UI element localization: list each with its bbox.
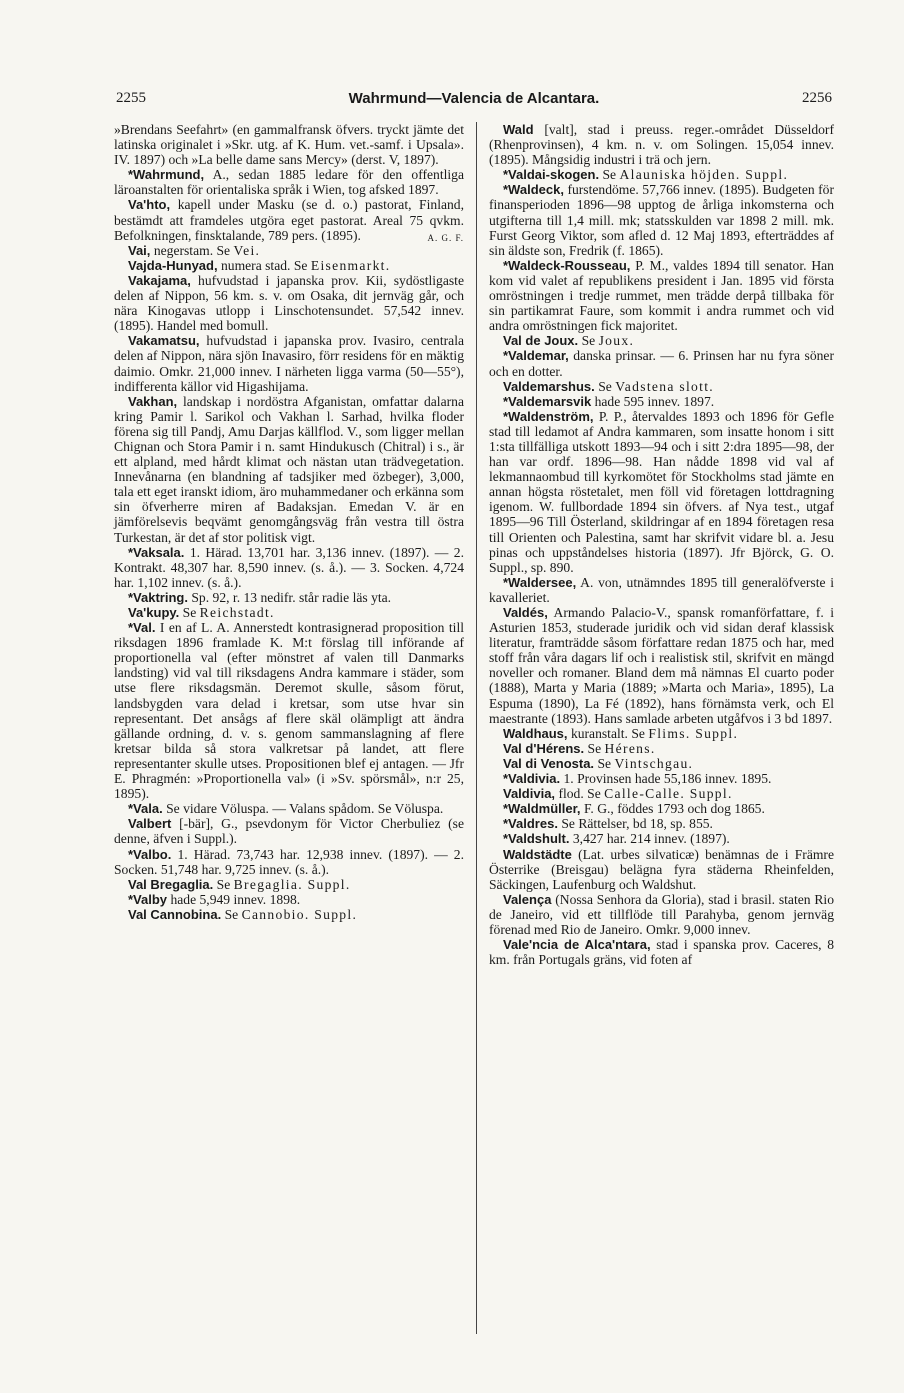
entry-headword: *Vala. — [128, 801, 163, 817]
dictionary-entry — [489, 258, 834, 333]
entry-headword: *Valdshult. — [503, 831, 570, 847]
entry-headword: Va'hto, — [128, 197, 171, 213]
entry-text: 3,427 har. 214 innev. (1897). — [572, 831, 730, 847]
dictionary-entry — [489, 167, 834, 182]
entry-text: 1. Härad. 73,743 har. 12,938 innev. (1897). — 2. Socken. 51,748 har. 9,725 innev. (s. å.). — [114, 846, 464, 877]
entry-headword: Wald — [503, 122, 534, 137]
entry-headword: Va'kupy. — [128, 605, 180, 620]
entry-headword: *Valdemarsvik — [503, 393, 592, 409]
entry-cross-reference: Eisenmarkt. — [310, 257, 391, 273]
entry-headword: Valbert — [128, 816, 172, 832]
dictionary-entry — [114, 590, 464, 605]
entry-text: kuranstalt. Se — [570, 725, 645, 741]
dictionary-entry — [114, 273, 464, 333]
entry-headword: Val Cannobina. — [128, 906, 222, 922]
entry-text: Se Rättelser, bd 18, sp. 855. — [561, 816, 713, 832]
entry-headword: *Valdai-skogen. — [503, 167, 600, 183]
entry-cross-reference: Vei. — [233, 242, 261, 258]
entry-headword: Vai, — [128, 242, 151, 258]
dictionary-entry — [489, 348, 834, 378]
entry-text: (Nossa Senhora da Gloria), stad i brasil. staten Rio de Janeiro, vid ett tillflöde till Parahyba, genom jernväg förenad med Rio de Janeiro. Omkr. 9,000 innev. — [489, 891, 834, 937]
dictionary-entry — [489, 379, 834, 394]
entry-cross-reference: Joux. — [598, 333, 635, 349]
entry-headword: *Vaksala. — [128, 544, 185, 560]
entry-text: Se vidare Völuspa. — Valans spådom. Se Völuspa. — [166, 801, 444, 817]
entry-headword: Vakajama, — [128, 272, 191, 288]
dictionary-entry — [489, 756, 834, 771]
entry-headword: Val Bregaglia. — [128, 876, 214, 892]
entry-cross-reference: Vadstena slott. — [615, 378, 714, 394]
dictionary-entry — [489, 771, 834, 786]
dictionary-entry — [114, 167, 464, 197]
dictionary-entry — [114, 877, 464, 892]
dictionary-entry — [489, 831, 834, 846]
dictionary-entry — [489, 122, 834, 167]
dictionary-entry — [114, 333, 464, 393]
page-number-right: 2256 — [802, 90, 832, 106]
entry-cross-reference: Flims. Suppl. — [648, 725, 739, 741]
entry-text: hufvudstad i japanska prov. Ivasiro, centrala delen af Nippon, nära sjön Inavasiro, förr residens för en mäktig daimio. Omkr. 21,000 innev. I närheten ligga varma (50—55°), indifferenta källor vid Higashijama. — [114, 333, 464, 394]
dictionary-entry — [489, 741, 834, 756]
dictionary-entry — [489, 847, 834, 892]
entry-text: hade 595 innev. 1897. — [594, 393, 715, 409]
dictionary-entry — [114, 816, 464, 846]
dictionary-entry — [114, 545, 464, 590]
dictionary-entry — [114, 892, 464, 907]
dictionary-entry — [489, 605, 834, 726]
entry-headword: *Valdemar, — [503, 348, 569, 364]
entry-headword: *Vaktring. — [128, 589, 188, 605]
dictionary-entry — [114, 122, 464, 167]
dictionary-entry — [114, 620, 464, 801]
entry-headword: Valença — [503, 891, 552, 907]
column-divider — [476, 122, 477, 1334]
entry-text: [valt], stad i preuss. reger.-området Düsseldorf (Rhenprovinsen), 4 km. n. v. om Solingen. 15,054 innev. (1895). Mångsidig industri i trä och jern. — [489, 122, 834, 168]
dictionary-entry — [489, 333, 834, 348]
entry-text: [-bär], G., psevdonym för Victor Cherbuliez (se denne, äfven i Suppl.). — [114, 816, 464, 847]
running-title: Wahrmund—Valencia de Alcantara. — [348, 90, 600, 107]
dictionary-entry — [489, 394, 834, 409]
entry-headword: Vajda-Hunyad, — [128, 257, 218, 273]
entry-text: I en af L. A. Annerstedt kontrasignerad proposition till riksdagen 1896 framlade K. M:t förslag till införande af proportionella val (efter mönstret af valen till Danmarks landsting) vid val till riksdagens Andra kammare i städer, som utse flere riksdagsmän. Deremot skulle, såsom förut, landsbygden vara delad i kretsar, som utse hvar sin representant. Det ansågs af flere skäl olämpligt att ändra gällande ordning, d. v. s. genom sammanslagning af flere kretsar bilda så stora valkretsar på landet, att flere representanter skulle utses. Propositionen blef ej antagen. — Jfr E. Phragmén: »Proportionella val» (i »Sv. spörsmål», n:r 25, 1895). — [114, 620, 464, 802]
dictionary-entry — [114, 801, 464, 816]
entry-text: numera stad. Se — [220, 257, 308, 273]
entry-headword: Vakhan, — [128, 393, 178, 409]
right-column — [489, 122, 834, 967]
entry-headword: *Valdres. — [503, 816, 558, 832]
entry-text: Se — [216, 876, 231, 892]
entry-text: furstendöme. 57,766 innev. (1895). Budgeten för finansperioden 1896—98 upptog de årliga inkomsterna och utgifterna till 1,4 mill. mk; statsskulden var 1898 2 mill. mk. Furst Georg Viktor, som afled d. 12 Maj 1893, efterträddes af sin äldste son, Fredrik (f. 1865). — [489, 182, 835, 258]
entry-cross-reference: Alauniska höjden. Suppl. — [619, 167, 789, 183]
entry-text: Sp. 92, r. 13 nedifr. står radie läs yta. — [191, 589, 392, 605]
dictionary-entry — [489, 937, 834, 967]
entry-text: P. P., återvaldes 1893 och 1896 för Gefle stad till ledamot af Andra kammaren, som insatte honom i sitt 1:sta tillfälliga utskott 1893—94 och i sitt 2:dra 1895—98, der han var ordf. 1896—98. Han nådde 1898 vid val af lekmannaombud till kyrkomötet för Stockholms stad jämte en annan högsta röstetalet, men föll vid företagen lottdragning igenom. W. fullbordade 1894 sin öfvers. af Nya test., utgaf 1895—96 Till Österland, skildringar af en 1894 företagen resa till Orienten och Palestina, samt har skrifvit vidare bl. a. Jesu pinas och uppståndelses historia (1897). Jfr Björck, G. O. Suppl., sp. 890. — [489, 408, 835, 575]
entry-headword: *Waldmüller, — [503, 801, 581, 817]
entry-text: hade 5,949 innev. 1898. — [170, 891, 301, 907]
entry-headword: Valdés, — [503, 605, 548, 620]
entry-cross-reference: Reichstadt. — [199, 605, 275, 620]
dictionary-entry — [489, 801, 834, 816]
entry-text: negerstam. Se — [153, 242, 231, 258]
dictionary-entry — [114, 243, 464, 258]
entry-cross-reference: Bregaglia. Suppl. — [233, 876, 351, 892]
entry-text: Se — [587, 740, 602, 756]
entry-text: stad i spanska prov. Caceres, 8 km. från Portugals gräns, vid foten af — [489, 937, 834, 968]
entry-text: flod. Se — [558, 786, 601, 802]
entry-text: 1. Härad. 13,701 har. 3,136 innev. (1897). — 2. Kontrakt. 48,307 har. 8,590 innev. (s. å.). — 3. Socken. 4,724 har. 1,102 innev. (s. å.). — [114, 544, 465, 590]
entry-headword: Vakamatsu, — [128, 333, 200, 349]
running-header — [116, 90, 832, 112]
entry-headword: Valdemarshus. — [503, 378, 595, 394]
entry-text: Se — [598, 378, 612, 394]
entry-headword: Val d'Hérens. — [503, 740, 585, 756]
entry-cross-reference: Hérens. — [604, 740, 656, 756]
entry-text: hufvudstad i japanska prov. Kii, sydöstligaste delen af Nippon, 56 km. s. v. om Osaka, dit jernväg går, och nära Kinogavas utlopp i Linschotensundet. 57,542 innev. (1895). Handel med bomull. — [114, 272, 464, 334]
dictionary-entry — [114, 197, 464, 242]
entry-text: Armando Palacio-V., spansk romanförfattare, f. i Asturien 1853, studerade juridik och vid sidan deraf klassisk literatur, framträdde såsom författare redan 1875 och har, med stoff från våra dagars lif och i realistisk stil, skrifvit en mängd noveller och romaner. Bland dem må nämnas El cuarto poder (1888), Marta y Maria (1889; »Marta och Maria», 1895), La Espuma (1890), La Fé (1892), hans förnämsta verk, och El maestrante (1893). Hans samlade arbeten utgåfvos i 3 bd 1897. — [489, 605, 834, 726]
dictionary-entry — [489, 816, 834, 831]
dictionary-entry — [114, 258, 464, 273]
dictionary-entry — [114, 605, 464, 620]
entry-text: P. M., valdes 1894 till senator. Han kom vid valet af republikens president i Jan. 1895 vid första omröstningen i tredje rummet, men trädde derpå tillbaka för sin partikamrat Faure, som kommit i andra rummet och vid andra omröstningen fick majoritet. — [489, 257, 834, 334]
dictionary-entry — [489, 726, 834, 741]
entry-headword: *Valby — [128, 891, 168, 907]
dictionary-entry — [489, 575, 834, 605]
entry-headword: *Wahrmund, — [128, 167, 205, 183]
entry-headword: *Waldersee, — [503, 574, 577, 590]
entry-text: Se — [602, 167, 617, 183]
entry-headword: Waldhaus, — [503, 725, 568, 741]
entry-cross-reference: Vintschgau. — [614, 755, 694, 771]
author-signature: A. G. F. — [427, 232, 464, 243]
entry-text: (Lat. urbes silvaticæ) benämnas de i Främre Österrike (Breisgau) belägna fyra städerna Rheinfelden, Säckingen, Laufenburg och Waldshut. — [489, 846, 834, 892]
entry-text: Se — [182, 605, 197, 620]
entry-text: Se — [224, 906, 239, 922]
entry-text: A., sedan 1885 ledare för den offentliga läroanstalten för orientaliska språk i Wien, tog afsked 1897. — [114, 167, 464, 198]
dictionary-entry — [489, 409, 834, 575]
entry-headword: *Waldenström, — [503, 408, 594, 424]
entry-headword: Valdivia, — [503, 786, 556, 802]
entry-text: danska prinsar. — 6. Prinsen har nu fyra söner och en dotter. — [489, 348, 834, 379]
entry-headword: Val di Venosta. — [503, 755, 595, 771]
dictionary-entry — [489, 786, 834, 801]
dictionary-entry — [489, 892, 834, 937]
entry-headword: *Valbo. — [128, 846, 172, 862]
entry-text: Se — [581, 333, 596, 349]
entry-headword: *Waldeck-Rousseau, — [503, 257, 631, 273]
entry-text: kapell under Masku (se d. o.) pastorat, Finland, bestämdt att framdeles utgöra eget pastorat. Areal 75 qvkm. Befolkningen, finsktalande, 789 pers. (1895). — [114, 197, 464, 243]
page-number-left: 2255 — [116, 90, 146, 106]
entry-text: landskap i nordöstra Afganistan, omfattar dalarna kring Pamir l. Sarikol och Vakhan l. Sarhad, hvilka floder förena sig till Pandj, Amu Darjas källflod. V., som ligger mellan Chignan och Stora Pamir i n. samt Hindukusch (Chitral) i s., är ett alpland, med hårdt klimat och nästan utan trädvegetation. Innevånarna (en blandning af tadsjiker med özbeger), 3,000, tala ett eget iranskt idiom, äro muhammedaner och erkänna som sin öfverherre miren af Badaksjan. Emedan V. är en jämförelsevis beqvämt genomgångsväg från vestra till östra Turkestan, är det af stor politisk vigt. — [114, 393, 464, 545]
entry-text: Se — [597, 755, 612, 771]
entry-headword: *Valdivia. — [503, 771, 561, 787]
entry-cross-reference: Calle-Calle. Suppl. — [604, 786, 733, 802]
left-column — [114, 122, 464, 922]
entry-text: A. von, utnämndes 1895 till generalöfverste i kavalleriet. — [489, 574, 834, 605]
dictionary-entry — [489, 182, 834, 257]
entry-cross-reference: Cannobio. Suppl. — [241, 906, 358, 922]
entry-headword: Val de Joux. — [503, 333, 579, 349]
dictionary-entry — [114, 907, 464, 922]
dictionary-entry — [114, 394, 464, 545]
entry-headword: *Waldeck, — [503, 182, 564, 198]
entry-headword: Vale'ncia de Alca'ntara, — [503, 937, 651, 953]
entry-headword: *Val. — [128, 620, 156, 636]
entry-text: »Brendans Seefahrt» (en gammalfransk öfvers. tryckt jämte det latinska originalet i »Skr. utg. af K. Hum. vet.-samf. i Upsala». IV. 1897) och »La belle dame sans Mercy» (derst. V, 1897). — [114, 122, 464, 168]
entry-headword: Waldstädte — [503, 846, 572, 862]
entry-text: 1. Provinsen hade 55,186 innev. 1895. — [563, 771, 772, 787]
entry-text: F. G., föddes 1793 och dog 1865. — [583, 801, 765, 817]
dictionary-entry — [114, 847, 464, 877]
